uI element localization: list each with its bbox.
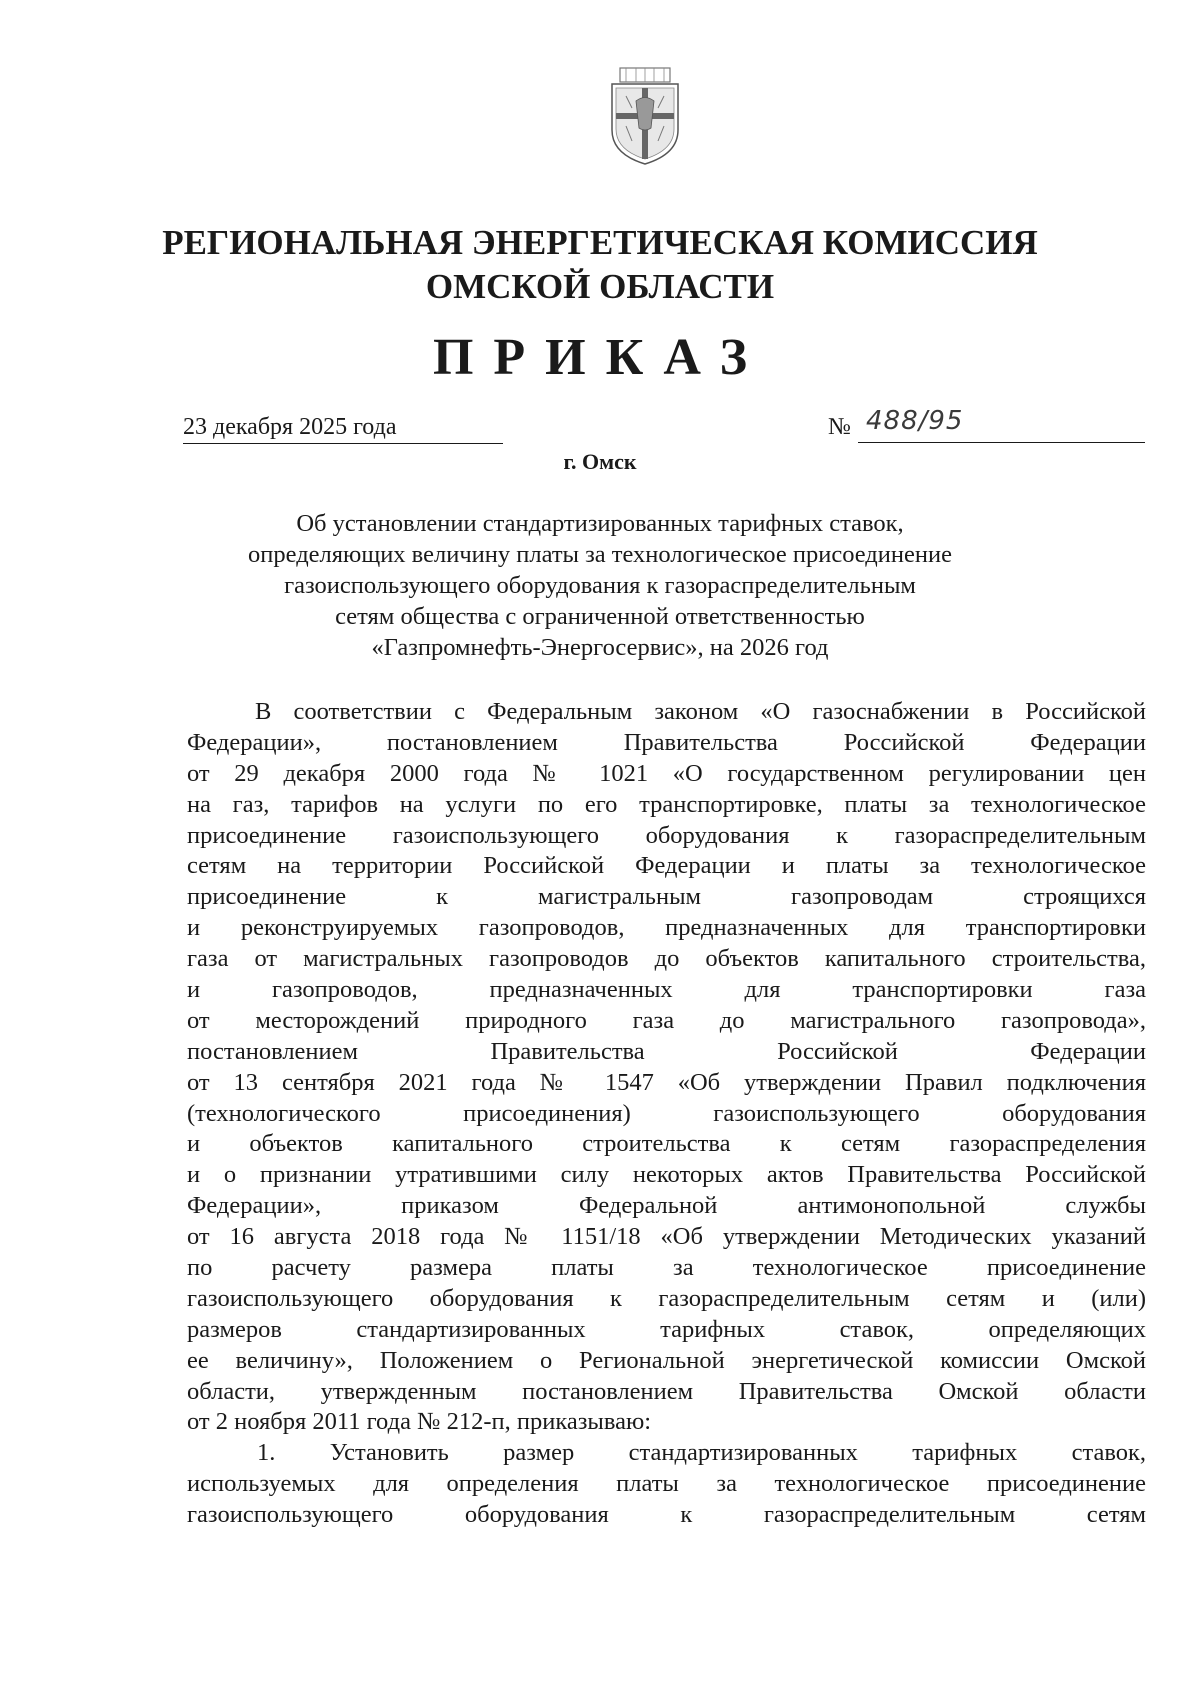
- issuer-name-line1: РЕГИОНАЛЬНАЯ ЭНЕРГЕТИЧЕСКАЯ КОМИССИЯ: [162, 223, 1038, 262]
- body-line: постановлением Правительства Российской Федерации: [187, 1037, 1146, 1065]
- clause-1-line: 1. Установить размер стандартизированных тарифных ставок,: [257, 1439, 1146, 1467]
- body-line: размеров стандартизированных тарифных ставок, определяющих: [187, 1315, 1146, 1343]
- body-line: от 2 ноября 2011 года № 212-п, приказываю:: [187, 1408, 652, 1436]
- document-number-underline: [858, 442, 1145, 443]
- subject-line: газоиспользующего оборудования к газораспределительным: [284, 572, 916, 599]
- body-line: (технологического присоединения) газоиспользующего оборудования: [187, 1099, 1146, 1127]
- body-line: присоединение газоиспользующего оборудования к газораспределительным: [187, 821, 1146, 849]
- body-line: газоиспользующего оборудования к газораспределительным сетям и (или): [187, 1284, 1146, 1312]
- subject-line: Об установлении стандартизированных тарифных ставок,: [296, 510, 904, 537]
- clause-1-line: используемых для определения платы за технологическое присоединение: [187, 1470, 1146, 1498]
- body-line: сетям на территории Российской Федерации и платы за технологическое: [187, 852, 1146, 880]
- document-title: ПРИКАЗ: [432, 329, 768, 386]
- body-line: В соответствии с Федеральным законом «О газоснабжении в Российской: [255, 698, 1146, 725]
- body-line: по расчету размера платы за технологическое присоединение: [187, 1254, 1146, 1282]
- clause-1-line: газоиспользующего оборудования к газораспределительным сетям: [187, 1501, 1146, 1529]
- issuer-name-line2: ОМСКОЙ ОБЛАСТИ: [425, 267, 775, 306]
- body-line: и реконструируемых газопроводов, предназначенных для транспортировки: [187, 914, 1146, 942]
- body-line: Федерации», приказом Федеральной антимонопольной службы: [187, 1192, 1146, 1220]
- document-body: [187, 697, 1146, 1531]
- document-number-handwritten: 488/95: [866, 406, 964, 436]
- document-date: 23 декабря 2025 года: [183, 412, 503, 444]
- subject-line: определяющих величину платы за технологическое присоединение: [248, 541, 952, 568]
- coat-of-arms-emblem: [606, 66, 684, 166]
- body-line: на газ, тарифов на услуги по его транспортировке, платы за технологическое: [187, 790, 1146, 818]
- body-line: Федерации», постановлением Правительства Российской Федерации: [187, 728, 1146, 756]
- document-city: г. Омск: [563, 449, 637, 474]
- body-line: от месторождений природного газа до магистрального газопровода»,: [187, 1006, 1146, 1034]
- body-line: ее величину», Положением о Региональной энергетической комиссии Омской: [187, 1346, 1146, 1374]
- body-line: и газопроводов, предназначенных для транспортировки газа: [187, 976, 1146, 1004]
- body-line: присоединение к магистральным газопроводам строящихся: [187, 883, 1146, 911]
- subject-line: «Газпромнефть-Энергосервис», на 2026 год: [371, 634, 829, 661]
- subject-line: сетям общества с ограниченной ответственностью: [335, 603, 865, 630]
- body-line: от 29 декабря 2000 года № 1021 «О государственном регулировании цен: [187, 759, 1146, 787]
- body-line: и о признании утратившими силу некоторых актов Правительства Российской: [187, 1161, 1146, 1189]
- body-line: от 16 августа 2018 года № 1151/18 «Об утверждении Методических указаний: [187, 1223, 1146, 1251]
- body-line: области, утвержденным постановлением Правительства Омской области: [187, 1377, 1146, 1405]
- body-line: газа от магистральных газопроводов до объектов капитального строительства,: [187, 945, 1146, 973]
- document-subject: [200, 508, 1000, 663]
- body-line: и объектов капитального строительства к сетям газораспределения: [187, 1130, 1146, 1158]
- document-number-label: №: [828, 414, 851, 440]
- body-line: от 13 сентября 2021 года № 1547 «Об утверждении Правил подключения: [187, 1068, 1146, 1096]
